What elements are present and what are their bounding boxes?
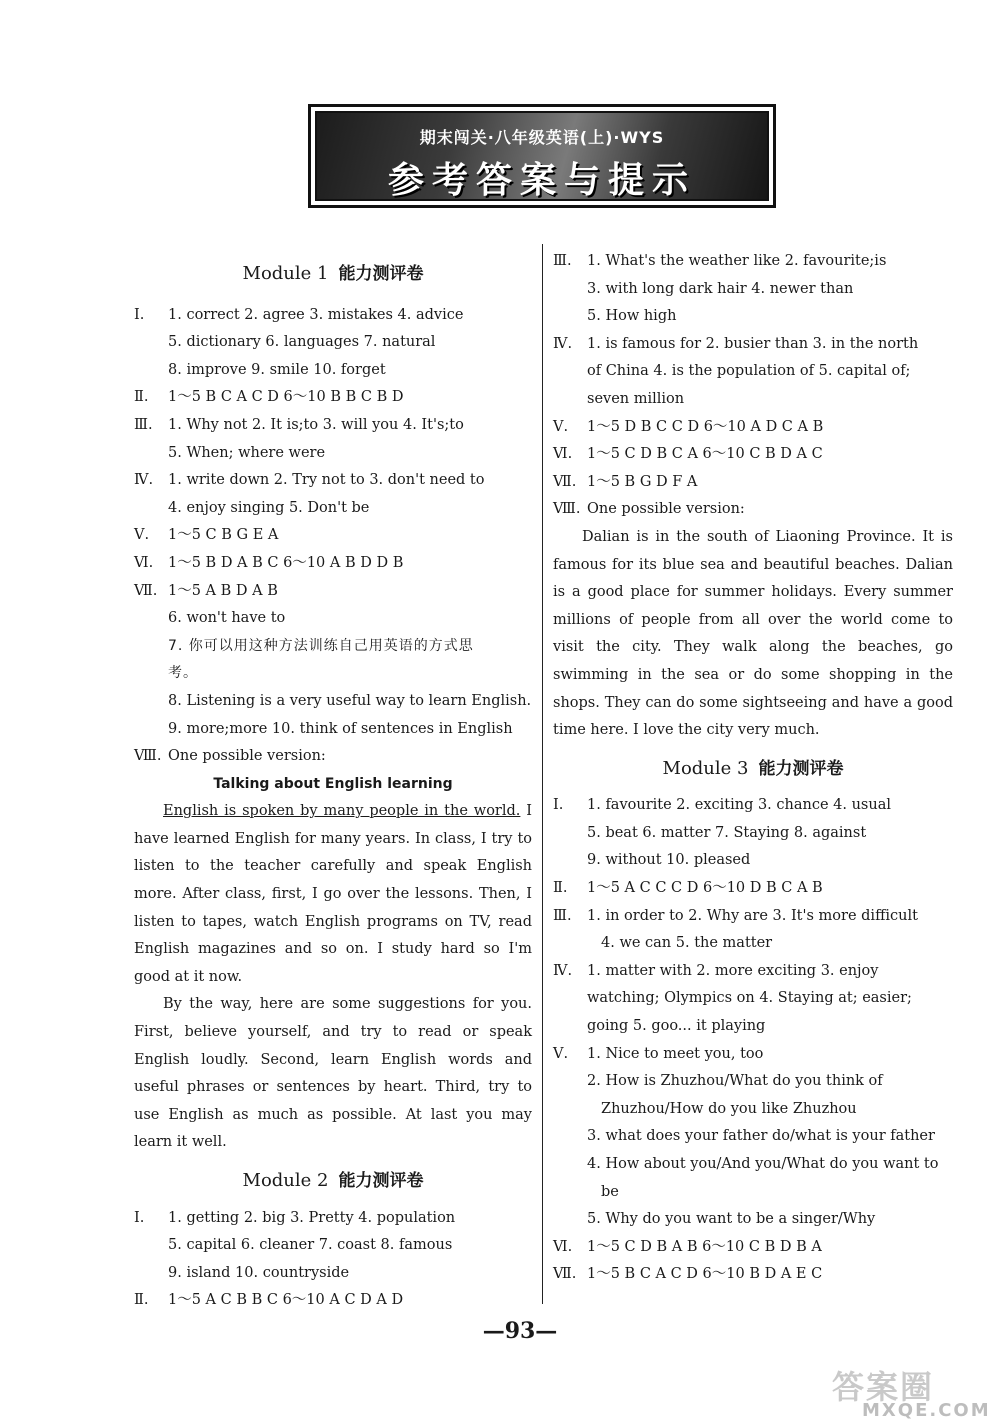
answer-text: 1. favourite 2. exciting 3. chance 4. usual [587, 797, 891, 814]
m2-s3-line3: 5. How high [587, 308, 677, 325]
m1-s1-line2: 5. dictionary 6. languages 7. natural [168, 334, 436, 351]
essay-m1-paragraph-1 [134, 798, 532, 991]
answer-text: 1～5 B C A C D 6～10 B B C B D [168, 389, 404, 406]
module-3-cn: 能力测评卷 [758, 758, 844, 779]
answer-text: 1. Nice to meet you, too [587, 1045, 764, 1062]
answer-text: 1. matter with 2. more exciting 3. enjoy [587, 962, 879, 979]
column-divider [542, 244, 543, 1304]
section-num: Ⅳ. [553, 335, 573, 352]
m3-s3-line2: 4. we can 5. the matter [601, 935, 773, 952]
module-3-heading [553, 755, 953, 783]
m3-s1-line1 [553, 792, 953, 820]
m3-s5-line2: 2. How is Zhuzhou/What do you think of [587, 1073, 883, 1090]
m2-s1-line3: 9. island 10. countryside [168, 1264, 350, 1281]
m3-s5-line4: 3. what does your father do/what is your father [587, 1128, 935, 1145]
answer-text: 1～5 D B C C D 6～10 A D C A B [587, 418, 824, 435]
answer-text: 1～5 A C C C D 6～10 D B C A B [587, 880, 823, 897]
m1-s4-line1 [134, 467, 532, 495]
section-num: Ⅴ. [553, 418, 569, 435]
m3-s1-line3: 9. without 10. pleased [587, 852, 751, 869]
answer-text: 1. in order to 2. Why are 3. It's more difficult [587, 907, 918, 924]
section-num: Ⅳ. [553, 962, 573, 979]
answer-text: One possible version: [168, 748, 326, 765]
section-num: Ⅱ. [134, 1292, 149, 1309]
section-num: Ⅲ. [553, 907, 572, 924]
m3-s3-line1 [553, 903, 953, 931]
section-num: Ⅳ. [134, 472, 154, 489]
m3-s7-line [553, 1261, 953, 1289]
m3-s5-line7: 5. Why do you want to be a singer/Why [587, 1211, 876, 1228]
m3-s2-line [553, 875, 953, 903]
m2-s1-line2: 5. capital 6. cleaner 7. coast 8. famous [168, 1237, 453, 1254]
section-num: Ⅲ. [134, 416, 153, 433]
m2-s8-intro [553, 496, 953, 524]
banner-title: 参考答案与提示 [387, 160, 696, 201]
m3-s5-line5: 4. How about you/And you/What do you want to [587, 1156, 939, 1172]
answer-text: 1. write down 2. Try not to 3. don't need to [168, 472, 485, 489]
essay-m1-paragraph-2: By the way, here are some suggestions for you. First, believe yourself, and try to read or speak English loudly. Second, learn English words and useful phrases or sentences by heart. Third, try to use English as much as possible. At last you may learn it well. [134, 996, 532, 1151]
section-num: Ⅱ. [134, 389, 149, 406]
section-num: Ⅷ. [553, 501, 581, 518]
underlined-sentence: English is spoken by many people in the world. [163, 803, 521, 820]
section-num: Ⅲ. [553, 253, 572, 269]
answer-text: 1. What's the weather like 2. favourite;is [587, 253, 887, 269]
m1-s1-line1 [134, 302, 532, 330]
answer-text: 1～5 B G D F A [587, 473, 698, 490]
answer-text: 1～5 B C A C D 6～10 B D A E C [587, 1266, 823, 1283]
m1-s2-line [134, 384, 532, 412]
section-num: Ⅵ. [553, 446, 573, 463]
answer-text: 1. is famous for 2. busier than 3. in the north [587, 335, 919, 352]
m1-s4-line2: 4. enjoy singing 5. Don't be [168, 499, 370, 516]
watermark-text: 答案圈 [832, 1368, 935, 1406]
answer-text: 1～5 C D B C A 6～10 C B D A C [587, 446, 823, 463]
m3-s4-line3: going 5. goo... it playing [587, 1018, 766, 1035]
m2-s2-line [134, 1287, 532, 1315]
module-1-label: Module 1 [242, 263, 329, 284]
module-2-cn: 能力测评卷 [338, 1171, 424, 1191]
m2-s4-line2: of China 4. is the population of 5. capital of; [587, 363, 911, 380]
paragraph-text: I have learned English for many years. In class, I try to listen to the teacher carefully and speak English more. After class, first, I go over the lessons. Then, I listen to tapes, watch English programs on TV, read English magazines and so on. I study hard so I'm good at it now. [134, 803, 533, 985]
m1-s7-line4: 考。 [168, 665, 198, 682]
m3-s1-line2: 5. beat 6. matter 7. Staying 8. against [587, 824, 867, 841]
section-num: Ⅱ. [553, 880, 568, 897]
m1-s1-line3: 8. improve 9. smile 10. forget [168, 361, 386, 378]
section-num: Ⅶ. [553, 473, 577, 490]
section-num: Ⅶ. [553, 1266, 577, 1283]
m1-s3-line2: 5. When; where were [168, 444, 326, 461]
m2-s7-line [553, 469, 953, 497]
answer-text: 1. getting 2. big 3. Pretty 4. population [168, 1209, 456, 1226]
left-column [134, 248, 532, 1315]
answer-text: 1～5 C B G E A [168, 527, 279, 544]
module-3-label: Module 3 [662, 757, 749, 779]
section-num: Ⅵ. [553, 1238, 573, 1255]
m3-s4-line1 [553, 958, 953, 986]
m3-s5-line6: be [601, 1183, 619, 1200]
m3-s5-line3: Zhuzhou/How do you like Zhuzhou [601, 1100, 857, 1117]
m2-s6-line [553, 441, 953, 469]
answer-text: 1～5 C D B A B 6～10 C B D B A [587, 1238, 822, 1255]
m2-s4-line1 [553, 331, 953, 359]
watermark [832, 1362, 992, 1422]
answer-text: 1. correct 2. agree 3. mistakes 4. advice [168, 306, 464, 323]
m3-s4-line2: watching; Olympics on 4. Staying at; easier; [587, 990, 912, 1007]
answer-text: 1～5 A B D A B [168, 582, 278, 599]
m2-s3-line2: 3. with long dark hair 4. newer than [587, 280, 854, 297]
module-2-label: Module 2 [242, 1170, 329, 1191]
watermark-url: MXQE.COM [862, 1400, 991, 1421]
answer-text: One possible version: [587, 501, 745, 518]
essay-m2-paragraph: Dalian is in the south of Liaoning Province. It is famous for its blue sea and beautiful beaches. Dalian is a good place for summer holidays. Every summer millions of people from all over the world come to visit the city. They walk along the beaches, go swimming in the sea or do some shopping in the shops. They can do some sightseeing and have a good time here. I love the city very much. [553, 528, 953, 739]
section-num: Ⅰ. [553, 797, 564, 814]
essay-m2 [553, 524, 953, 745]
section-num: Ⅷ. [134, 748, 162, 765]
section-num: Ⅵ. [134, 554, 154, 571]
section-num: Ⅴ. [553, 1045, 569, 1062]
m2-s5-line [553, 414, 953, 442]
m1-s7-line6: 9. more;more 10. think of sentences in English [168, 720, 513, 737]
m3-s5-line1 [553, 1041, 953, 1069]
module-2-heading [134, 1167, 532, 1195]
m2-s1-line1 [134, 1205, 532, 1233]
answer-text: 1. Why not 2. It is;to 3. will you 4. It's;to [168, 416, 464, 433]
section-num: Ⅶ. [134, 582, 158, 599]
m1-s7-line1 [134, 578, 532, 606]
module-1-cn: 能力测评卷 [338, 264, 424, 284]
m1-s6-line [134, 550, 532, 578]
m1-s7-line5: 8. Listening is a very useful way to learn English. [168, 692, 532, 709]
module-1-heading [134, 260, 532, 288]
page-number: —93— [482, 1318, 558, 1344]
title-banner-inner [315, 111, 769, 201]
section-num: Ⅰ. [134, 306, 145, 323]
title-banner [308, 104, 776, 208]
answer-text: 1～5 A C B B C 6～10 A C D A D [168, 1292, 404, 1309]
m1-s3-line1 [134, 412, 532, 440]
m1-s8-intro [134, 743, 532, 771]
section-num: Ⅴ. [134, 527, 150, 544]
banner-subtitle: 期末闯关·八年级英语(上)·WYS [419, 128, 665, 147]
m1-s7-line2: 6. won't have to [168, 610, 286, 627]
m2-s4-line3: seven million [587, 390, 685, 407]
m1-s5-line [134, 522, 532, 550]
section-num: Ⅰ. [134, 1209, 145, 1226]
answer-text: 1～5 B D A B C 6～10 A B D D B [168, 554, 404, 571]
m3-s6-line [553, 1234, 953, 1262]
m2-s3-line1 [553, 248, 953, 276]
essay-heading: Talking about English learning [213, 775, 453, 792]
m1-s7-line3: 7. 你可以用这种方法训练自己用英语的方式思 [168, 637, 474, 654]
right-column [553, 248, 953, 1289]
essay-m1 [134, 798, 532, 1157]
